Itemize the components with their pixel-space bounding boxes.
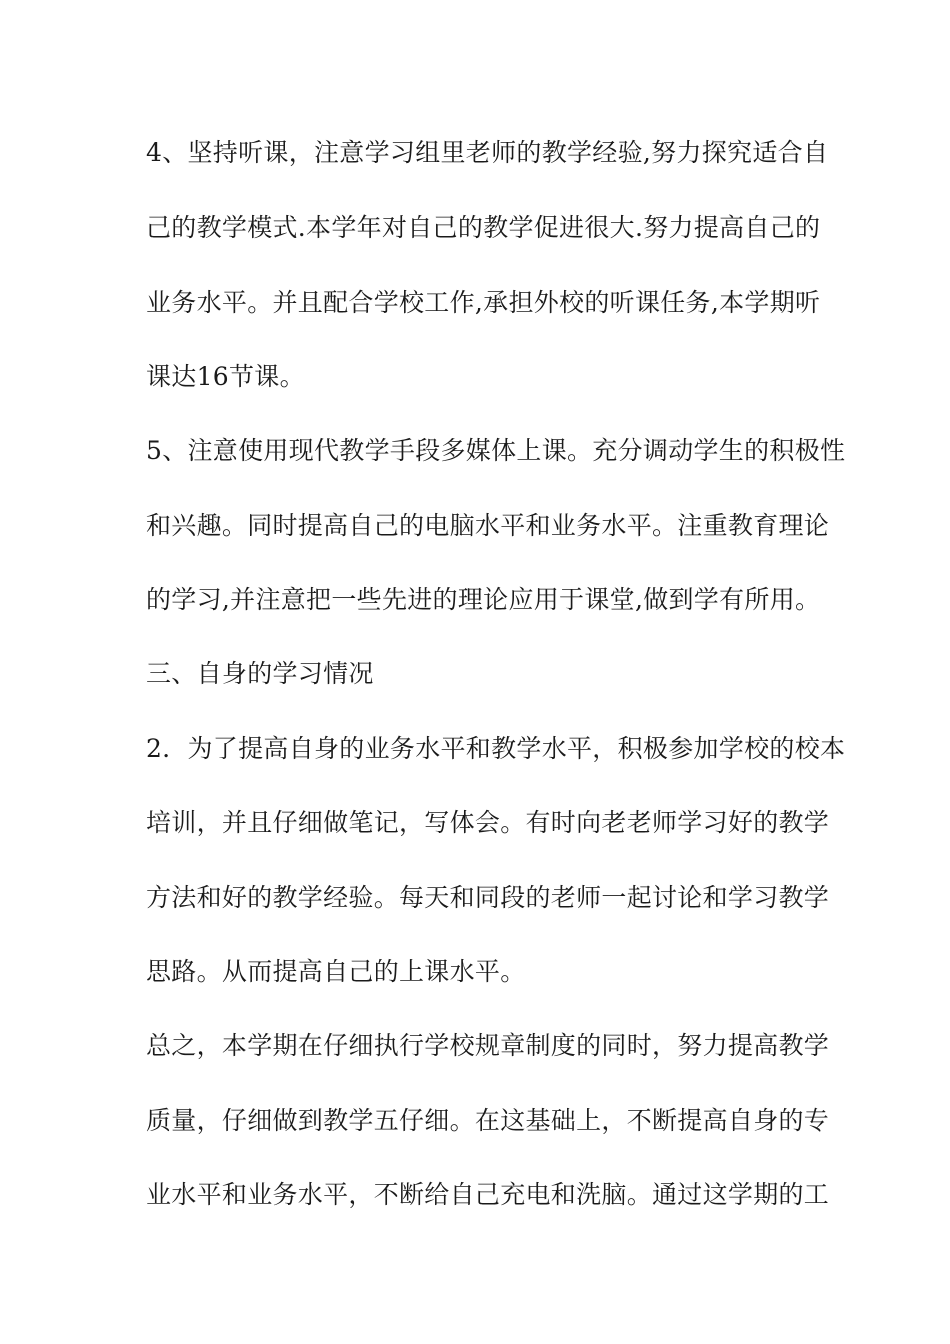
- text-line: 业水平和业务水平，不断给自己充电和洗脑。通过这学期的工: [146, 1180, 830, 1209]
- text-line: 2．为了提高自身的业务水平和教学水平，积极参加学校的校本: [146, 734, 846, 763]
- text-line: 方法和好的教学经验。每天和同段的老师一起讨论和学习教学: [146, 883, 830, 912]
- text-line: 培训，并且仔细做笔记，写体会。有时向老老师学习好的教学: [146, 808, 830, 837]
- text-line: 思路。从而提高自己的上课水平。: [146, 957, 526, 986]
- text-line: 业务水平。并且配合学校工作,承担外校的听课任务,本学期听: [146, 288, 821, 317]
- text-line: 己的教学模式.本学年对自己的教学促进很大.努力提高自己的: [146, 213, 821, 242]
- text-line: 的学习,并注意把一些先进的理论应用于课堂,做到学有所用。: [146, 585, 821, 614]
- text-line: 和兴趣。同时提高自己的电脑水平和业务水平。注重教育理论: [146, 511, 830, 540]
- text-line: 课达16节课。: [146, 362, 305, 391]
- text-line: 5、注意使用现代教学手段多媒体上课。充分调动学生的积极性: [146, 436, 846, 465]
- text-line: 4、坚持听课，注意学习组里老师的教学经验,努力探究适合自: [146, 138, 829, 167]
- text-line: 总之，本学期在仔细执行学校规章制度的同时，努力提高教学: [146, 1031, 830, 1060]
- section-heading: 三、自身的学习情况: [146, 659, 374, 688]
- text-line: 质量，仔细做到教学五仔细。在这基础上，不断提高自身的专: [146, 1106, 830, 1135]
